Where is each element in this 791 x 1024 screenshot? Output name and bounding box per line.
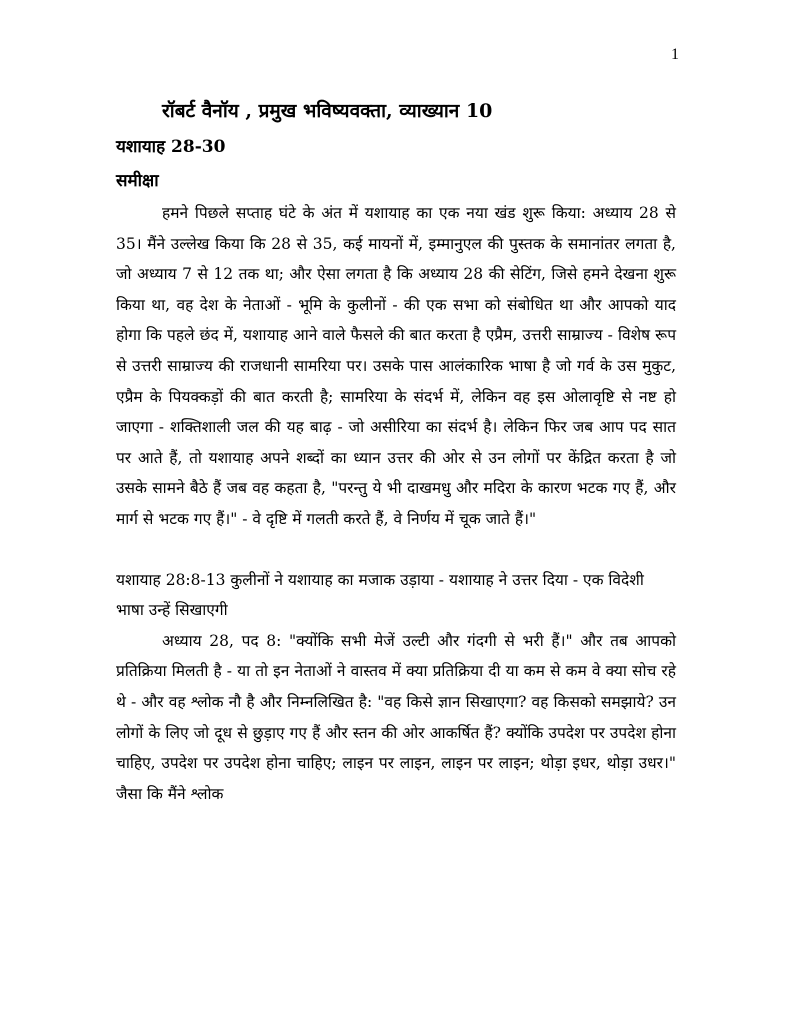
scripture-reference-heading: यशायाह 28-30 [116,137,226,157]
document-body [116,92,676,809]
section-title: यशायाह 28:8-13 कुलीनों ने यशायाह का मजाक उड़ाया - यशायाह ने उत्तर दिया - एक विदेशी भाषा उन्हें सिखाएगी [116,570,644,620]
review-heading: समीक्षा [116,171,159,191]
lecture-title: रॉबर्ट वैनॉय , प्रमुख भविष्यवक्ता, व्याख्यान 10 [162,100,493,122]
page-number: 1 [671,46,679,63]
review-paragraph: हमने पिछले सप्ताह घंटे के अंत में यशायाह का एक नया खंड शुरू किया: अध्याय 28 से 35। मैंने उल्लेख किया कि 28 से 35, कई मायनों में, इम्मानुएल की पुस्तक के समानांतर लगता है, जो अध्याय 7 से 12 तक था; और ऐसा लगता है कि अध्याय 28 की सेटिंग, जिसे हमने देखना शुरू किया था, वह देश के नेताओं - भूमि के कुलीनों - की एक सभा को संबोधित था और आपको याद होगा कि पहले छंद में, यशायाह आने वाले फैसले की बात करता है एप्रैम, उत्तरी साम्राज्य - विशेष रूप से उत्तरी साम्राज्य की राजधानी सामरिया पर। उसके पास आलंकारिक भाषा है जो गर्व के उस मुकुट, एप्रैम के पियक्कड़ों की बात करती है; सामरिया के संदर्भ में, लेकिन वह इस ओलावृष्टि से नष्ट हो जाएगा - शक्तिशाली जल की यह बाढ़ - जो असीरिया का संदर्भ है। लेकिन फिर जब आप पद सात पर आते हैं, तो यशायाह अपने शब्दों का ध्यान उत्तर की ओर से उन लोगों पर केंद्रित करता है जो उसके सामने बैठे हैं जब वह कहता है, "परन्तु ये भी दाखमधु और मदिरा के कारण भटक गए हैं, और मार्ग से भटक गए हैं।" - वे दृष्टि में गलती करते हैं, वे निर्णय में चूक जाते हैं।" [116,204,676,528]
section-paragraph: अध्याय 28, पद 8: "क्योंकि सभी मेजें उल्टी और गंदगी से भरी हैं।" और तब आपको प्रतिक्रिया मिलती है - या तो इन नेताओं ने वास्तव में क्या प्रतिक्रिया दी या कम से कम वे क्या सोच रहे थे - और वह श्लोक नौ है और निम्नलिखित है: "वह किसे ज्ञान सिखाएगा? वह किसको समझाये? उन लोगों के लिए जो दूध से छुड़ाए गए हैं और स्तन की ओर आकर्षित हैं? क्योंकि उपदेश पर उपदेश होना चाहिए, उपदेश पर उपदेश होना चाहिए; लाइन पर लाइन, लाइन पर लाइन; थोड़ा इधर, थोड़ा उधर।" जैसा कि मैंने श्लोक [116,631,676,803]
